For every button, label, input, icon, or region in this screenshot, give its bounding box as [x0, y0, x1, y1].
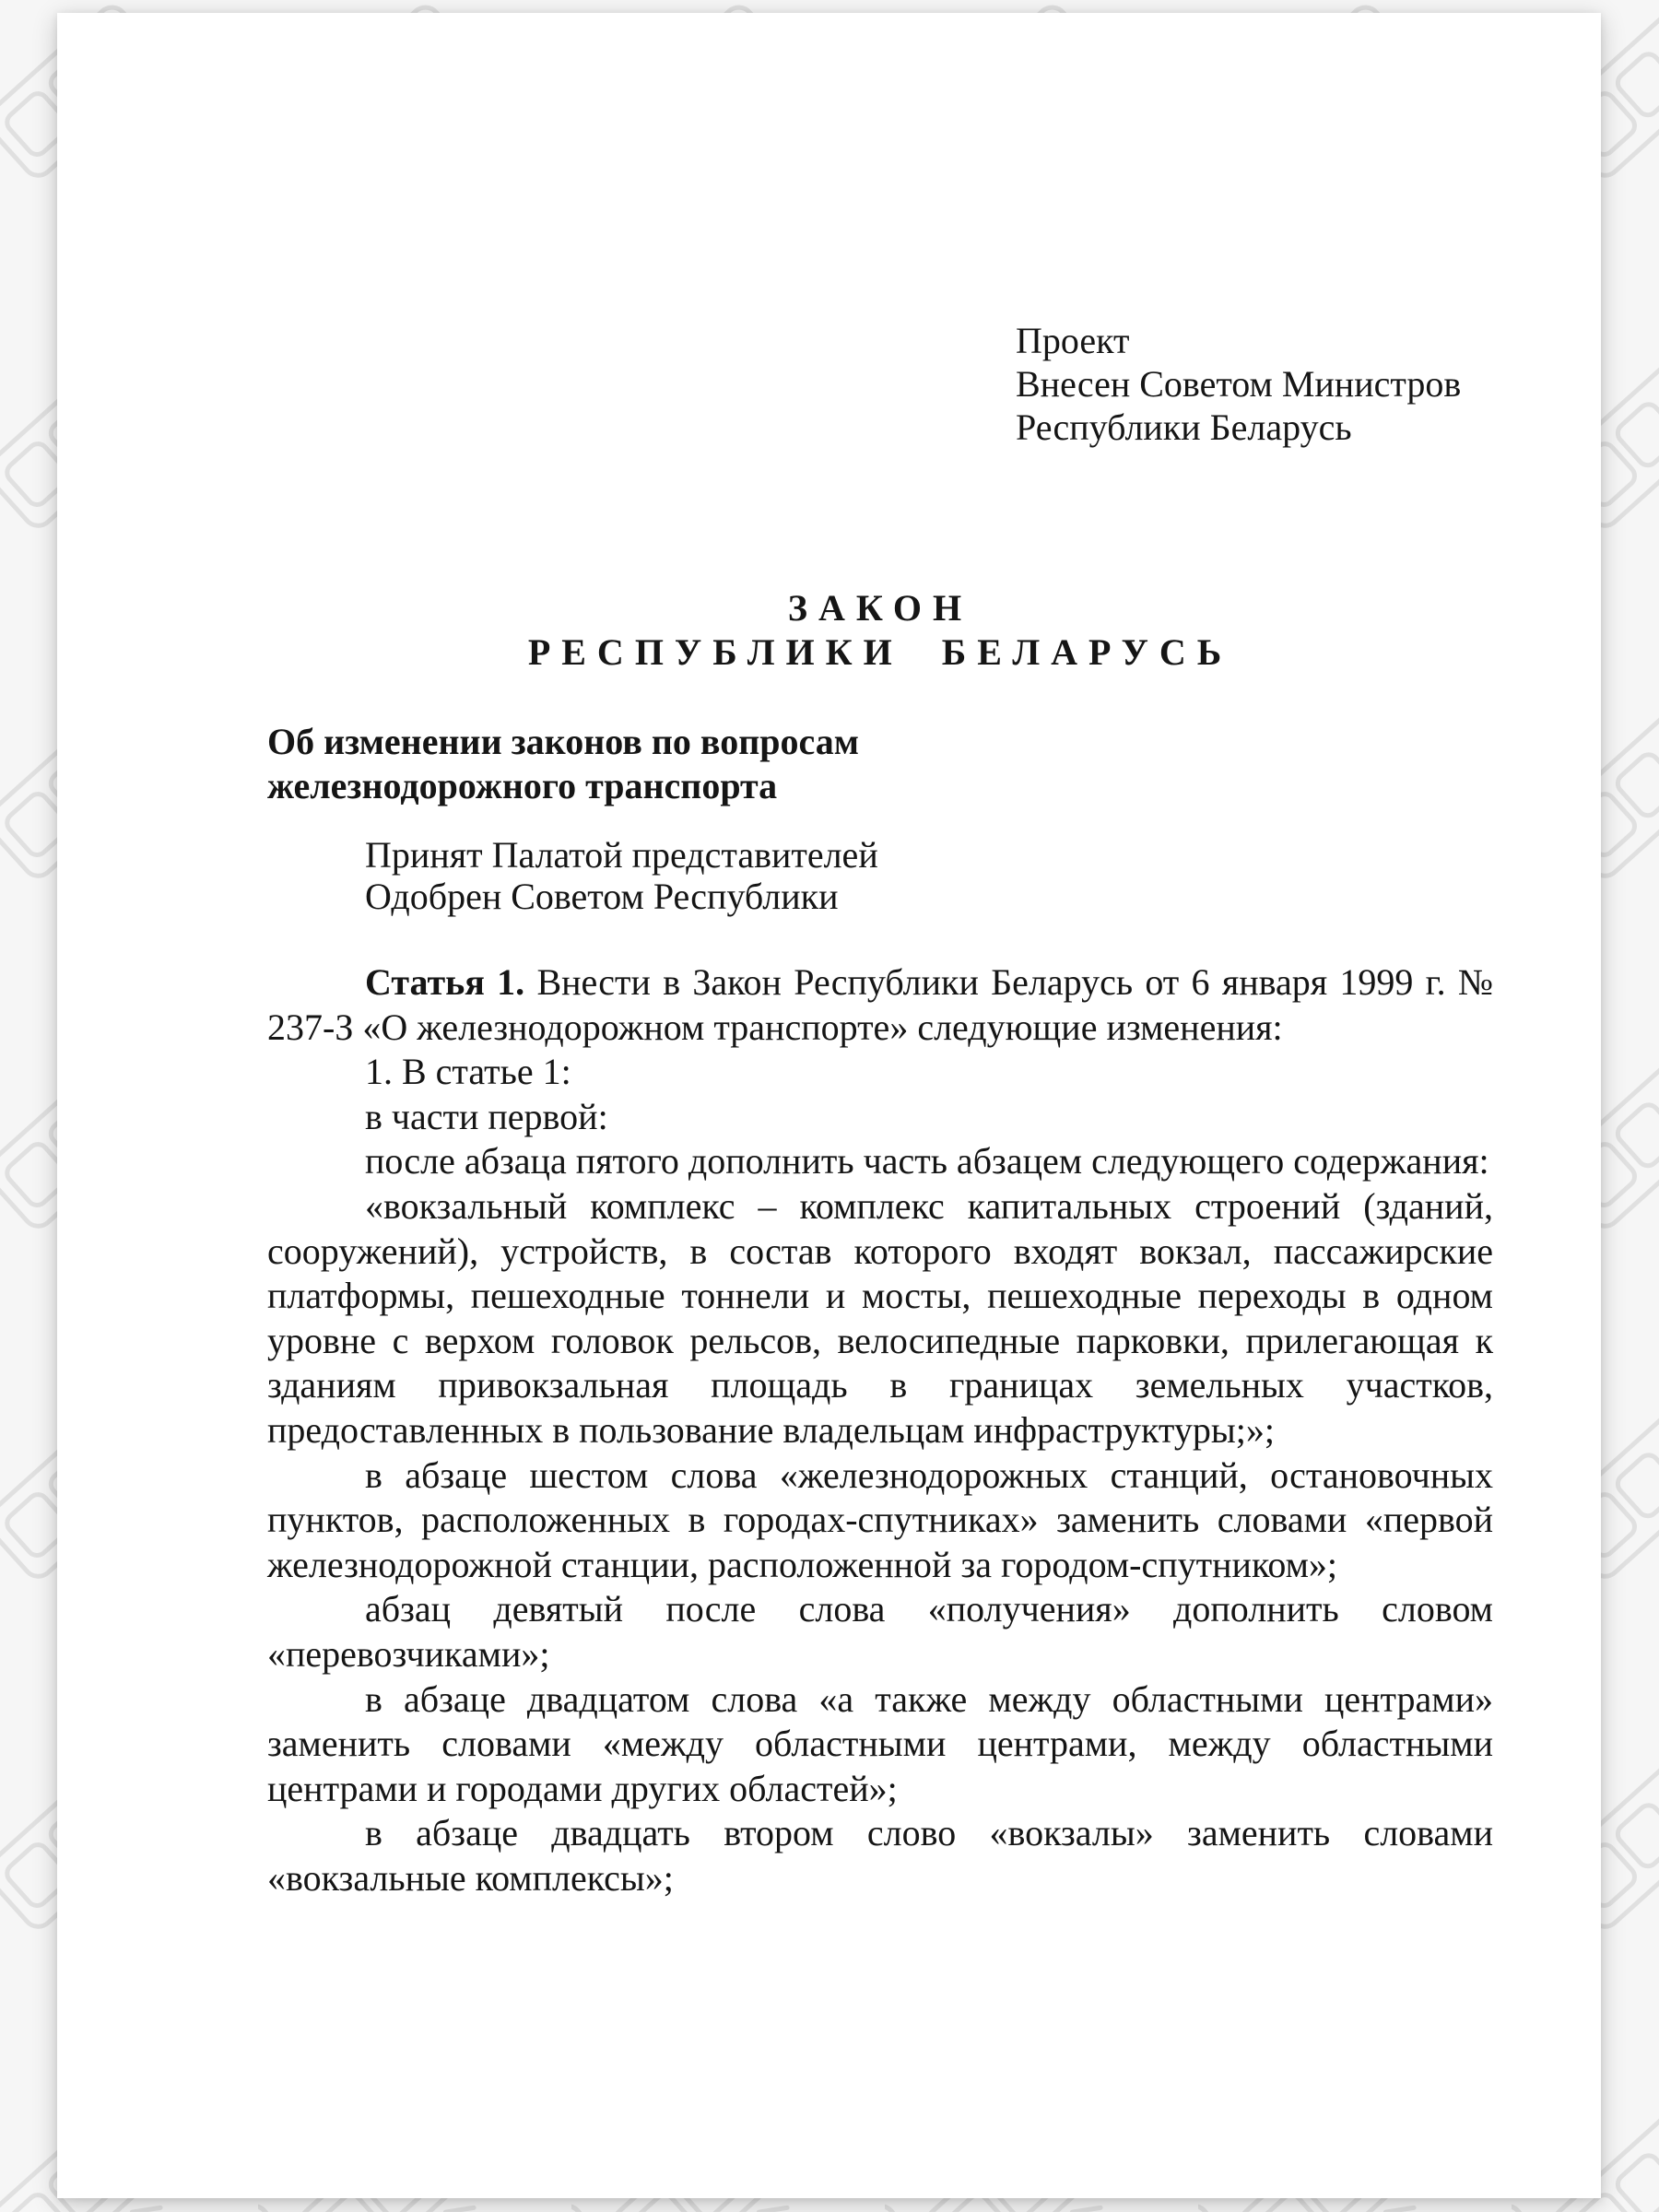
law-subject-heading [267, 720, 859, 808]
header-note-line-submitted: Внесен Советом Министров [1016, 363, 1462, 405]
article-1-label: Статья 1. [365, 961, 525, 1003]
adoption-line-approved: Одобрен Советом Республики [365, 876, 839, 917]
document-page [57, 13, 1601, 2198]
body-paragraph: в абзаце двадцать втором слово «вокзалы» заменить словами «вокзальные комплексы»; [267, 1812, 1493, 1899]
law-title-line-2: РЕСПУБЛИКИ БЕЛАРУСЬ [527, 631, 1233, 673]
article-1-paragraph [267, 960, 1493, 1050]
body-paragraph: в абзаце шестом слова «железнодорожных станций, остановочных пунктов, расположенных в городах-спутниках» заменить словами «первой железнодорожной станции, расположенной за городом-спутником»; [267, 1453, 1493, 1585]
adoption-line-accepted: Принят Палатой представителей [365, 834, 878, 876]
article-1-intro: Внести в Закон Республики Беларусь от 6 января 1999 г. № 237-З «О железнодорожном транспорте» следующие изменения: [267, 961, 1493, 1048]
header-note [1016, 319, 1461, 449]
adoption-block [365, 834, 878, 917]
body-paragraph: после абзаца пятого дополнить часть абзацем следующего содержания: [365, 1140, 1489, 1182]
body-paragraph: абзац девятый после слова «получения» дополнить словом «перевозчиками»; [267, 1588, 1493, 1675]
header-note-line-republic: Республики Беларусь [1016, 406, 1352, 448]
law-title-line-1: ЗАКОН [787, 587, 973, 629]
body-paragraph: в части первой: [365, 1095, 608, 1137]
body-paragraph: в абзаце двадцатом слова «а также между областными центрами» заменить словами «между областными центрами, между областными центрами и городами других областей»; [267, 1677, 1493, 1809]
document-body [267, 960, 1493, 1900]
law-subject-line-2: железнодорожного транспорта [267, 765, 778, 806]
header-note-line-draft: Проект [1016, 320, 1130, 361]
law-subject-line-1: Об изменении законов по вопросам [267, 721, 860, 762]
body-paragraph: 1. В статье 1: [365, 1051, 571, 1093]
law-title [267, 586, 1493, 675]
body-paragraph: «вокзальный комплекс – комплекс капитальных строений (зданий, сооружений), устройств, в состав которого входят вокзал, пассажирские платформы, пешеходные тоннели и мосты, пешеходные переходы в одном уровне с верхом головок рельсов, велосипедные парковки, прилегающая к зданиям привокзальная площадь в границах земельных участков, предоставленных в пользование владельцам инфраструктуры;»; [267, 1184, 1493, 1451]
